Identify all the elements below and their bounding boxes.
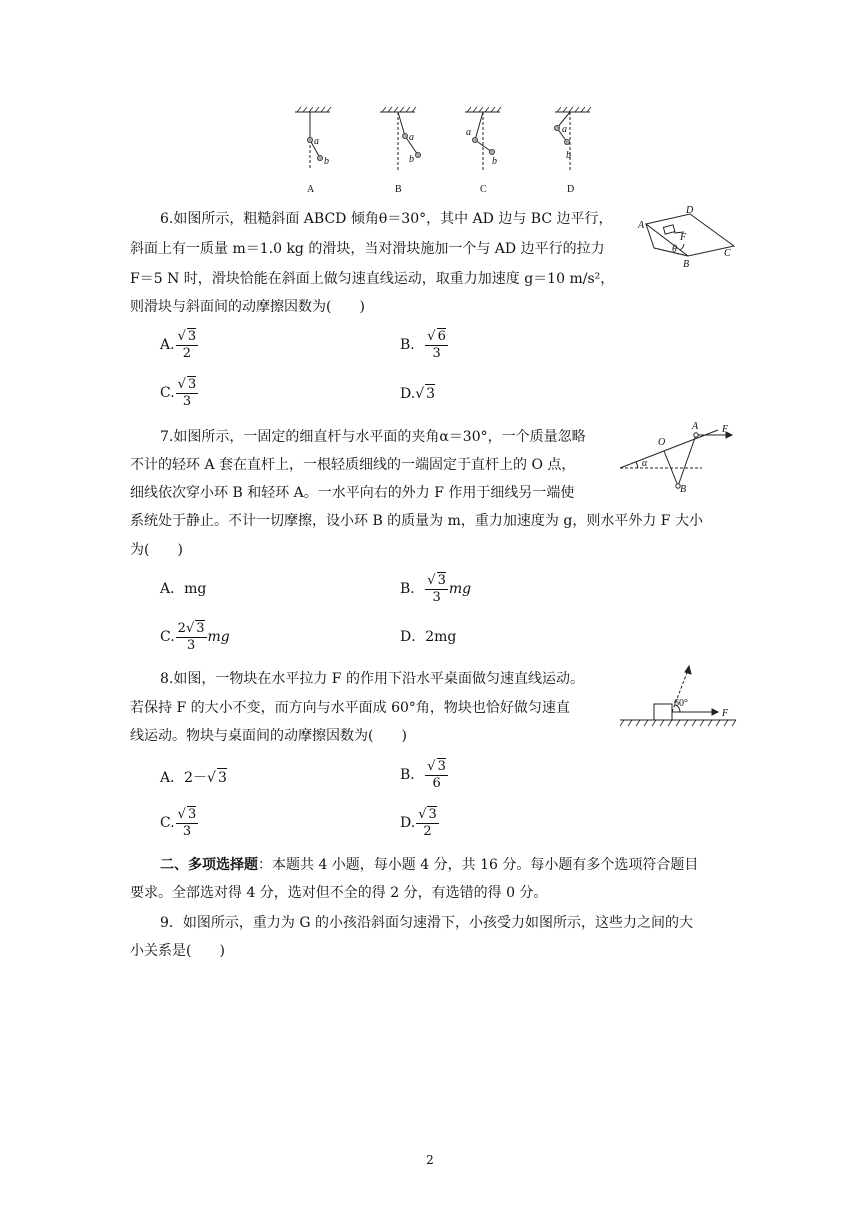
q6-option-B[interactable]: B． $\frac{√ 6}{3}$	[400, 329, 446, 361]
pendulum-label-D: D	[567, 184, 575, 195]
q8-option-B[interactable]: B． $\frac{√ 3}{6}$	[400, 759, 446, 791]
q7-text-line3: 细线依次穿小环 B 和轻环 A。一水平向右的外力 F 作用于细线另一端使	[130, 485, 575, 501]
q7-text-line4: 系统处于静止。不计一切摩擦，设小环 B 的质量为 m，重力加速度为 g，则水平外力 F 大小	[130, 513, 703, 529]
pendulum-label-C: C	[480, 184, 487, 195]
incline-label-A: A	[638, 220, 645, 231]
rod-label-O: O	[658, 437, 666, 448]
block-label-F: F	[722, 708, 729, 719]
q6-option-C[interactable]: C. $\frac{√ 3}{3}$	[160, 377, 197, 409]
q6-text-line1: 6.如图所示，粗糙斜面 ABCD 倾角θ＝30°，其中 AD 边与 BC 边平行，	[160, 211, 613, 227]
q7-option-B[interactable]: B． $\frac{√ 3}{3}$ mg	[400, 573, 472, 605]
point-label-a: a	[466, 127, 471, 138]
rod-label-alpha: α	[642, 458, 648, 469]
pendulum-label-B: B	[395, 184, 402, 195]
q6-option-A[interactable]: A. $\frac{√ 3}{2}$	[160, 329, 197, 361]
page-number: 2	[426, 1153, 434, 1167]
q6-text-line2: 斜面上有一质量 m＝1.0 kg 的滑块，当对滑块施加一个与 AD 边平行的拉力	[130, 241, 605, 257]
point-label-a: a	[562, 124, 567, 135]
incline-label-theta: θ	[672, 244, 677, 255]
q6-text-line4: 则滑块与斜面间的动摩擦因数为( )	[130, 299, 365, 315]
block-angle-label: 60°	[674, 698, 688, 709]
q8-text-line2: 若保持 F 的大小不变，而方向与水平面成 60°角，物块也恰好做匀速直	[130, 700, 570, 716]
incline-label-D: D	[686, 205, 694, 216]
section2-line1: 二、多项选择题：本题共 4 小题，每小题 4 分，共 16 分。每小题有多个选项符合题目	[160, 857, 699, 873]
block-force-figure	[618, 664, 738, 732]
q8-option-D[interactable]: D. $\frac{√ 3}{2}$	[400, 807, 437, 839]
rod-label-B: B	[680, 484, 687, 494]
section2-heading: 二、多项选择题	[160, 857, 258, 873]
pendulum-options-figure	[280, 100, 610, 196]
incline-label-F: F	[680, 232, 687, 243]
rod-ring-figure	[618, 418, 738, 494]
q7-text-line5: 为( )	[130, 542, 183, 558]
q8-text-line1: 8.如图，一物块在水平拉力 F 的作用下沿水平桌面做匀速直线运动。	[160, 671, 584, 687]
incline-plane-figure	[636, 204, 738, 270]
rod-label-F: F	[722, 424, 729, 435]
q7-text-line1: 7.如图所示，一固定的细直杆与水平面的夹角α＝30°，一个质量忽略	[160, 429, 586, 445]
point-label-b: b	[409, 154, 414, 165]
point-label-b: b	[324, 156, 329, 167]
q7-option-A[interactable]: A．mg	[160, 581, 207, 597]
incline-label-B: B	[683, 259, 690, 270]
point-label-b: b	[566, 150, 571, 161]
q7-option-C[interactable]: C. $\frac{2√ 3}{3}$ mg	[160, 621, 230, 653]
point-label-b: b	[492, 156, 497, 167]
pendulum-label-A: A	[307, 184, 315, 195]
rod-label-A: A	[692, 421, 699, 432]
point-label-a: a	[409, 132, 414, 143]
q6-option-D[interactable]: D.√ 3	[400, 386, 436, 402]
q7-option-D[interactable]: D．2mg	[400, 629, 457, 645]
q8-option-C[interactable]: C. $\frac{√ 3}{3}$	[160, 807, 197, 839]
incline-label-C: C	[724, 248, 731, 259]
q9-text-line2: 小关系是( )	[130, 943, 225, 959]
point-label-a: a	[314, 136, 319, 147]
q8-text-line3: 线运动。物块与桌面间的动摩擦因数为( )	[130, 728, 407, 744]
q7-text-line2: 不计的轻环 A 套在直杆上，一根轻质细线的一端固定于直杆上的 O 点，	[130, 457, 576, 473]
q6-text-line3: F＝5 N 时，滑块恰能在斜面上做匀速直线运动，取重力加速度 g＝10 m/s²，	[130, 271, 615, 287]
q8-option-A[interactable]: A．2－√ 3	[160, 770, 227, 786]
section2-line2: 要求。全部选对得 4 分，选对但不全的得 2 分，有选错的得 0 分。	[130, 885, 548, 901]
q9-text-line1: 9．如图所示，重力为 G 的小孩沿斜面匀速滑下，小孩受力如图所示，这些力之间的大	[160, 915, 693, 931]
